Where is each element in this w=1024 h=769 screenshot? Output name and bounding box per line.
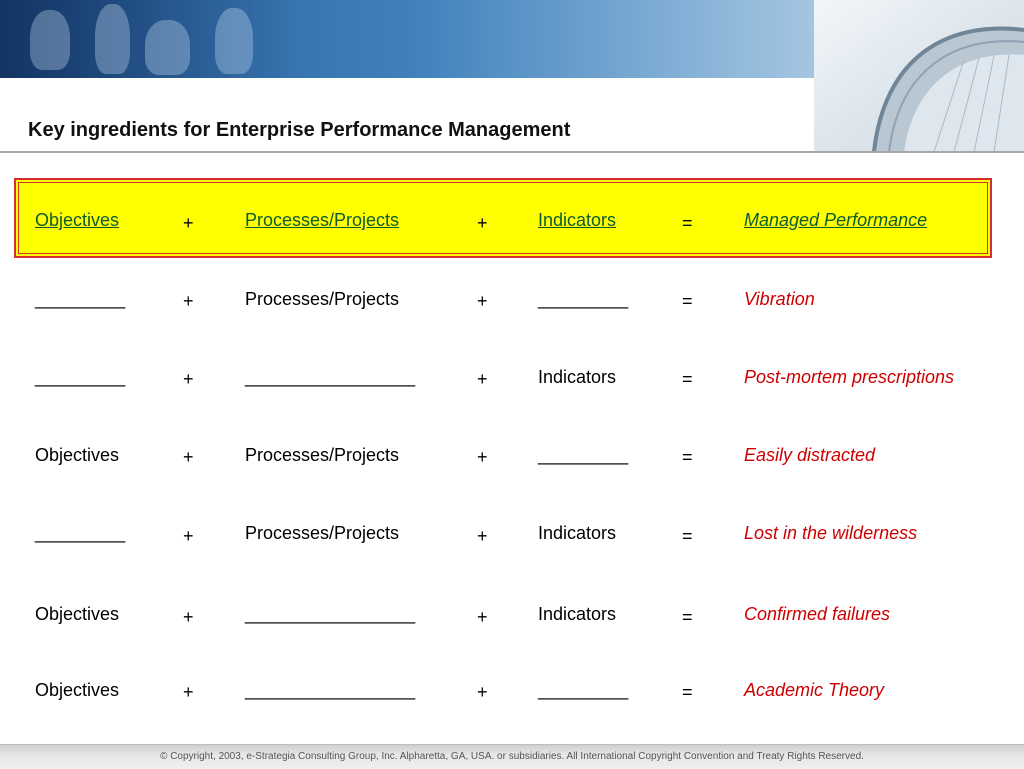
plus-sign: + bbox=[183, 447, 194, 467]
outcome-label: Lost in the wilderness bbox=[744, 523, 918, 543]
plus-sign: + bbox=[183, 682, 194, 702]
outcome-label: Confirmed failures bbox=[744, 604, 891, 624]
ingredient-processes: Processes/Projects bbox=[245, 289, 400, 309]
managed-performance-link[interactable]: Managed Performance bbox=[744, 210, 928, 230]
equals-sign: = bbox=[682, 291, 693, 311]
plus-sign: + bbox=[183, 607, 194, 627]
outcome-label: Vibration bbox=[744, 289, 815, 309]
ingredient-indicators: _________ bbox=[538, 289, 629, 309]
ingredient-processes: Processes/Projects bbox=[245, 523, 400, 543]
ingredient-objectives: _________ bbox=[35, 367, 126, 387]
plus-sign: + bbox=[477, 369, 488, 389]
plus-sign: + bbox=[477, 213, 488, 233]
copyright-text: © Copyright, 2003, e-Strategia Consulting Group, Inc. Alpharetta, GA, USA. or subsidiaries. All International Copyright Convention and Treaty Rights Reserved. bbox=[160, 751, 864, 762]
plus-sign: + bbox=[183, 369, 194, 389]
plus-sign: + bbox=[183, 291, 194, 311]
equals-sign: = bbox=[682, 369, 693, 389]
ingredient-objectives: Objectives bbox=[35, 445, 120, 465]
outcome-label: Easily distracted bbox=[744, 445, 876, 465]
plus-sign: + bbox=[477, 526, 488, 546]
equals-sign: = bbox=[682, 607, 693, 627]
plus-sign: + bbox=[477, 682, 488, 702]
plus-sign: + bbox=[477, 291, 488, 311]
ingredient-objectives: Objectives bbox=[35, 604, 120, 624]
indicators-link[interactable]: Indicators bbox=[538, 210, 617, 230]
ingredient-indicators: _________ bbox=[538, 680, 629, 700]
processes-projects-link[interactable]: Processes/Projects bbox=[245, 210, 400, 230]
plus-sign: + bbox=[477, 607, 488, 627]
page-title: Key ingredients for Enterprise Performance Management bbox=[28, 119, 571, 141]
title-divider bbox=[0, 151, 1024, 153]
ingredient-processes: _________________ bbox=[245, 604, 416, 624]
outcome-label: Academic Theory bbox=[744, 680, 885, 700]
architecture-image bbox=[814, 0, 1024, 152]
equals-sign: = bbox=[682, 447, 693, 467]
ingredient-indicators: Indicators bbox=[538, 523, 617, 543]
footer-bar bbox=[0, 744, 1024, 769]
plus-sign: + bbox=[183, 213, 194, 233]
ingredient-processes: _________________ bbox=[245, 680, 416, 700]
plus-sign: + bbox=[477, 447, 488, 467]
ingredient-processes: _________________ bbox=[245, 367, 416, 387]
ingredient-indicators: _________ bbox=[538, 445, 629, 465]
outcome-label: Post-mortem prescriptions bbox=[744, 367, 955, 387]
ingredient-objectives: Objectives bbox=[35, 680, 120, 700]
objectives-link[interactable]: Objectives bbox=[35, 210, 120, 230]
equals-sign: = bbox=[682, 526, 693, 546]
ingredient-objectives: _________ bbox=[35, 523, 126, 543]
plus-sign: + bbox=[183, 526, 194, 546]
ingredient-indicators: Indicators bbox=[538, 367, 617, 387]
business-people-image bbox=[0, 0, 300, 78]
ingredient-objectives: _________ bbox=[35, 289, 126, 309]
ingredient-indicators: Indicators bbox=[538, 604, 617, 624]
equals-sign: = bbox=[682, 682, 693, 702]
ingredient-processes: Processes/Projects bbox=[245, 445, 400, 465]
equals-sign: = bbox=[682, 213, 693, 233]
